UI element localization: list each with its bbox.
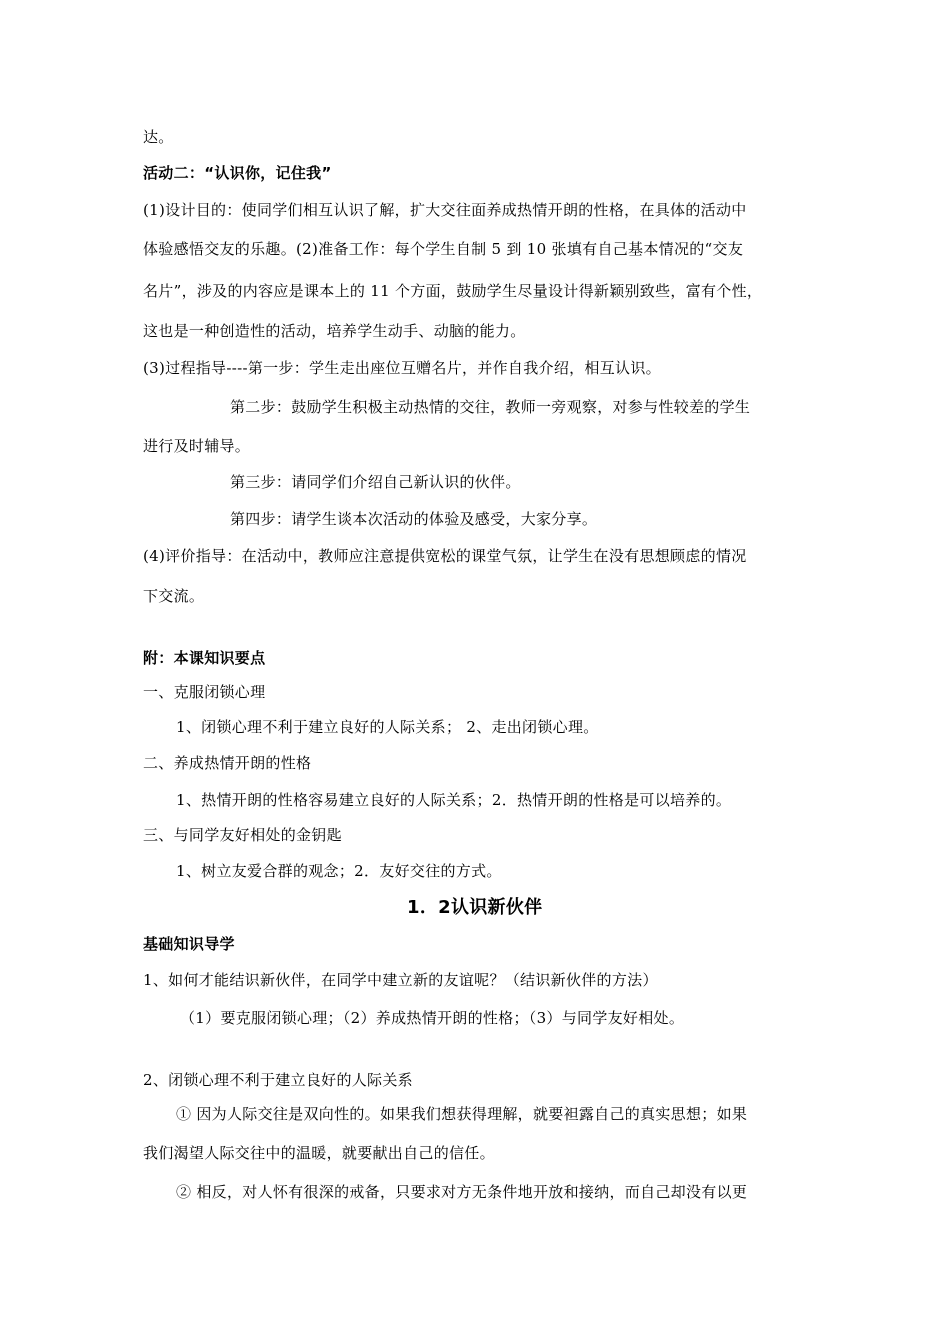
text-line: (1)设计目的：使同学们相互认识了解，扩大交往面养成热情开朗的性格，在具体的活动中 bbox=[143, 201, 747, 219]
text-line: 1、闭锁心理不利于建立良好的人际关系； 2、走出闭锁心理。 bbox=[176, 718, 599, 736]
section-title: 1．2认识新伙伴 bbox=[407, 897, 543, 918]
appendix-heading: 附：本课知识要点 bbox=[143, 649, 266, 667]
text-line: 二、养成热情开朗的性格 bbox=[143, 754, 312, 772]
text-line: 名片”，涉及的内容应是课本上的 11 个方面，鼓励学生尽量设计得新颖别致些，富有个性， bbox=[143, 282, 763, 300]
text-line: 1、如何才能结识新伙伴，在同学中建立新的友谊呢？（结识新伙伴的方法） bbox=[143, 971, 658, 989]
text-line: 体验感悟交友的乐趣。(2)准备工作：每个学生自制 5 到 10 张填有自己基本情况的“交友 bbox=[143, 240, 744, 258]
text-line: (4)评价指导：在活动中，教师应注意提供宽松的课堂气氛，让学生在没有思想顾虑的情况 bbox=[143, 547, 747, 565]
text-line: 达。 bbox=[143, 128, 174, 146]
text-line: 我们渴望人际交往中的温暖，就要献出自己的信任。 bbox=[143, 1144, 495, 1162]
text-line: （1）要克服闭锁心理；（2）养成热情开朗的性格；（3）与同学友好相处。 bbox=[180, 1009, 685, 1027]
text-line: 第四步：请学生谈本次活动的体验及感受，大家分享。 bbox=[230, 510, 598, 528]
text-line: 1、热情开朗的性格容易建立良好的人际关系；2．热情开朗的性格是可以培养的。 bbox=[176, 791, 732, 809]
text-line: 第二步：鼓励学生积极主动热情的交往，教师一旁观察，对参与性较差的学生 bbox=[230, 398, 751, 416]
text-line: 2、闭锁心理不利于建立良好的人际关系 bbox=[143, 1071, 413, 1089]
activity-heading: 活动二：“认识你，记住我” bbox=[143, 164, 332, 182]
text-line: 第三步：请同学们介绍自己新认识的伙伴。 bbox=[230, 473, 521, 491]
text-line: 进行及时辅导。 bbox=[143, 437, 251, 455]
text-line: 1、树立友爱合群的观念；2．友好交往的方式。 bbox=[176, 862, 502, 880]
subsection-heading: 基础知识导学 bbox=[143, 935, 235, 953]
text-line: 下交流。 bbox=[143, 587, 205, 605]
text-line: 三、与同学友好相处的金钥匙 bbox=[143, 826, 342, 844]
text-line: 一、克服闭锁心理 bbox=[143, 683, 266, 701]
text-line: ① 因为人际交往是双向性的。如果我们想获得理解，就要袒露自己的真实思想；如果 bbox=[176, 1105, 748, 1123]
text-line: ② 相反，对人怀有很深的戒备，只要求对方无条件地开放和接纳，而自己却没有以更 bbox=[176, 1183, 748, 1201]
text-line: 这也是一种创造性的活动，培养学生动手、动脑的能力。 bbox=[143, 322, 526, 340]
text-line: (3)过程指导----第一步：学生走出座位互赠名片，并作自我介绍，相互认识。 bbox=[143, 359, 661, 377]
